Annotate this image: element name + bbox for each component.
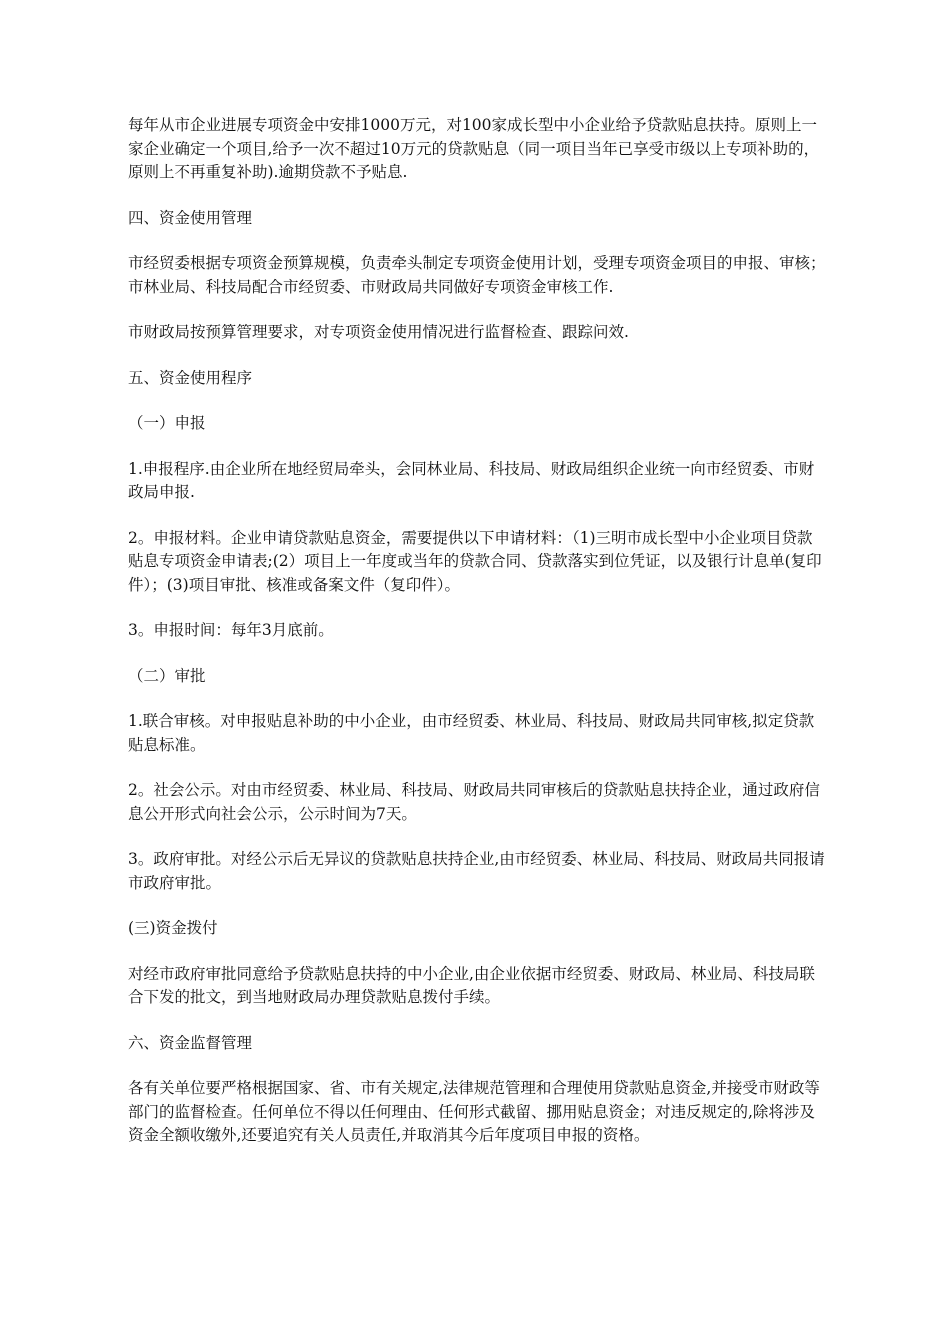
paragraph-disbursement: 对经市政府审批同意给予贷款贴息扶持的中小企业,由企业依据市经贸委、财政局、林业局、科技局联合下发的批文，到当地财政局办理贷款贴息拨付手续。 <box>128 964 815 1006</box>
paragraph-government-approval: 3。政府审批。对经公示后无异议的贷款贴息扶持企业,由市经贸委、林业局、科技局、财政局共同报请市政府审批。 <box>128 850 825 892</box>
section-heading-supervision: 六、资金监督管理 <box>128 1033 253 1052</box>
document-body <box>128 114 828 1170</box>
paragraph-application-procedure: 1.申报程序.由企业所在地经贸局牵头，会同林业局、科技局、财政局组织企业统一向市经贸委、市财政局申报. <box>128 459 815 501</box>
paragraph-public-notice: 2。社会公示。对由市经贸委、林业局、科技局、财政局共同审核后的贷款贴息扶持企业，通过政府信息公开形式向社会公示，公示时间为7天。 <box>128 781 820 823</box>
subsection-heading-disbursement: (三)资金拨付 <box>128 919 218 937</box>
paragraph-finance-supervision: 市财政局按预算管理要求，对专项资金使用情况进行监督检查、跟踪问效. <box>128 323 629 341</box>
subsection-heading-application: （一）申报 <box>128 414 206 432</box>
paragraph-supervision-rules: 各有关单位要严格根据国家、省、市有关规定,法律规范管理和合理使用贷款贴息资金,并接受市财政等部门的监督检查。任何单位不得以任何理由、任何形式截留、挪用贴息资金；对违反规定的,除将涉及资金全额收缴外,还要追究有关人员责任,并取消其今后年度项目申报的资格。 <box>128 1079 820 1144</box>
section-heading-procedure: 五、资金使用程序 <box>128 368 253 387</box>
section-heading-fund-management: 四、资金使用管理 <box>128 208 253 227</box>
paragraph-subsidy-amount: 每年从市企业进展专项资金中安排1000万元，对100家成长型中小企业给予贷款贴息扶持。原则上一家企业确定一个项目,给予一次不超过10万元的贷款贴息（同一项目当年已享受市级以上专项补助的，原则上不再重复补助).逾期贷款不予贴息. <box>128 116 820 181</box>
paragraph-application-deadline: 3。申报时间：每年3月底前。 <box>128 621 334 639</box>
paragraph-eto-responsibility: 市经贸委根据专项资金预算规模，负责牵头制定专项资金使用计划，受理专项资金项目的申报、审核；市林业局、科技局配合市经贸委、市财政局共同做好专项资金审核工作. <box>128 254 826 296</box>
paragraph-joint-review: 1.联合审核。对申报贴息补助的中小企业，由市经贸委、林业局、科技局、财政局共同审核,拟定贷款贴息标准。 <box>128 712 815 754</box>
subsection-heading-approval: （二）审批 <box>128 666 206 685</box>
paragraph-application-materials: 2。申报材料。企业申请贷款贴息资金，需要提供以下申请材料：（1)三明市成长型中小企业项目贷款贴息专项资金申请表;(2）项目上一年度或当年的贷款合同、贷款落实到位凭证，以及银行计息单(复印件）；(3)项目审批、核准或备案文件（复印件）。 <box>128 528 822 594</box>
